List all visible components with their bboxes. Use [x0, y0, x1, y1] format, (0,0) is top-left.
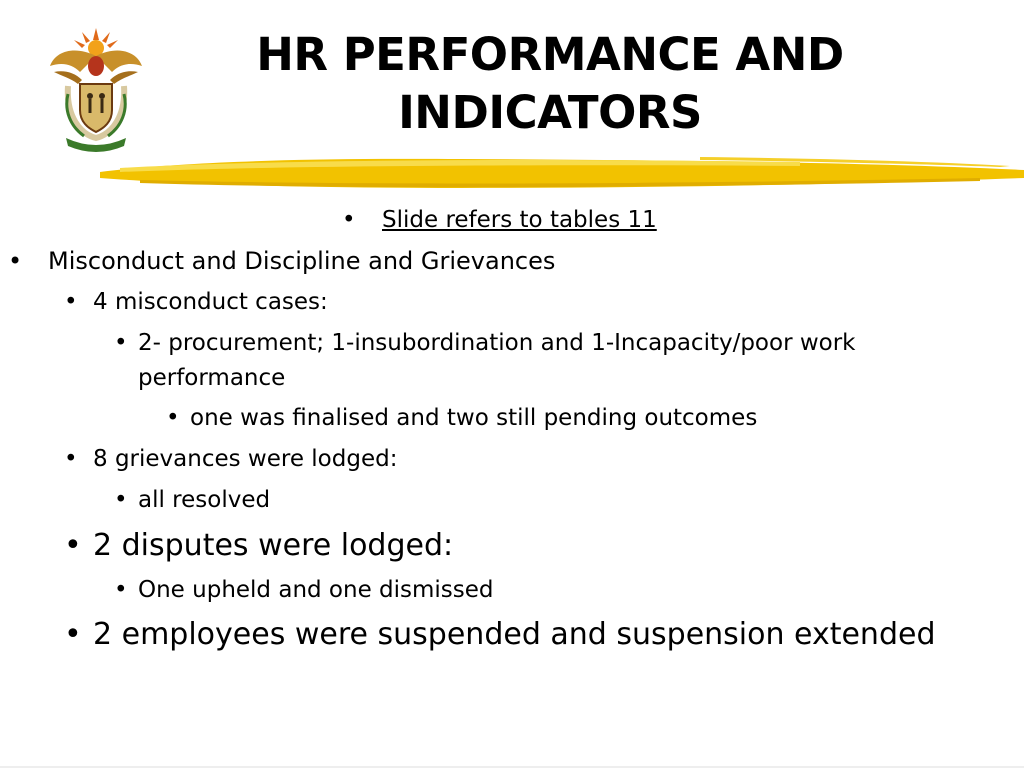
yellow-brush-stroke-icon [100, 148, 1024, 190]
bullet-icon: • [114, 487, 128, 513]
bullet-icon: • [64, 289, 78, 315]
bullet-icon: • [114, 577, 128, 603]
title-line-2: INDICATORS [398, 86, 702, 139]
title-line-1: HR PERFORMANCE AND [256, 28, 844, 81]
bullet-icon: • [114, 330, 128, 356]
item-text: one was finalised and two still pending outcomes [190, 405, 758, 431]
bullet-icon: • [64, 617, 82, 652]
bullet-icon: • [64, 446, 78, 472]
bullet-icon: • [342, 207, 356, 233]
slide-title [160, 26, 940, 142]
item-text: One upheld and one dismissed [138, 577, 494, 603]
item-text: 2 disputes were lodged: [93, 528, 454, 563]
item-text: Misconduct and Discipline and Grievances [48, 247, 556, 275]
bullet-icon: • [64, 528, 82, 563]
bullet-icon: • [166, 405, 180, 431]
coat-of-arms-icon [46, 26, 146, 156]
item-text: 2- procurement; 1-insubordination and 1-Incapacity/poor work [138, 330, 856, 356]
item-text: 4 misconduct cases: [93, 289, 328, 315]
item-text: performance [138, 365, 286, 391]
item-text: 2 employees were suspended and suspension extended [93, 617, 936, 652]
item-text: 8 grievances were lodged: [93, 446, 398, 472]
item-text: all resolved [138, 487, 271, 513]
bullet-icon: • [8, 247, 23, 275]
tables-reference-link[interactable]: Slide refers to tables 11 [382, 207, 657, 233]
